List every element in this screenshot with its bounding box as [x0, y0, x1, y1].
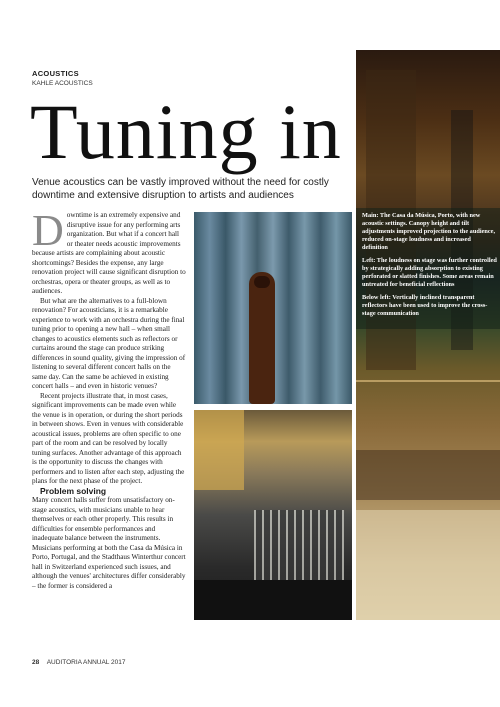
- photo-captions: [356, 208, 500, 329]
- drop-cap: D: [32, 206, 64, 255]
- headline: Tuning in: [30, 88, 342, 175]
- body-text: [32, 206, 186, 591]
- page-footer: [32, 659, 125, 666]
- paragraph-2: But what are the alternatives to a full-blown renovation? For acousticians, it is a remarkable experience to work with an orchestra during the final tuning prior to opening a new hall – when small changes to acoustics elements such as reflectors or curtains around the stage can produce striking differences in sound quality, giving the impression of listening to several different concert halls on the same day. Can the same be achieved in existing concert halls – and even in historic venues?: [32, 296, 186, 390]
- paragraph-1: owntime is an extremely expensive and disruptive issue for any performing arts organization. But what if a concert hall or theater needs acoustic improvements because artists are complaining about acoustic shortcomings? Besides the expense, any large renovation project will cause significant disruption to orchestras, opera or theater groups, as well as to audiences.: [32, 211, 186, 295]
- caption-left: Left: The loudness on stage was further controlled by strategically adding absorption to existing perforated or slatted finishes. Some areas remain untreated for beneficial reflections: [362, 257, 497, 288]
- standfirst: Venue acoustics can be vastly improved without the need for costly downtime and extensive disruption to artists and audiences: [32, 177, 329, 201]
- paragraph-3: Recent projects illustrate that, in most cases, significant improvements can be made even while the venue is in operation, or during the short periods in between shows. Even in venues with considerable acoustical issues, problems are often specific to one part of the room and can be resolved by locally tuning surfaces. Another advantage of this approach is the opportunity to discuss the changes with performers and to listen after each step, adjusting the plans for the next phase of the project.: [32, 391, 185, 485]
- byline: KAHLE ACOUSTICS: [32, 80, 93, 87]
- section-label: ACOUSTICS: [32, 69, 79, 78]
- subheading: Problem solving: [40, 485, 107, 496]
- publication-name: AUDITORIA ANNUAL 2017: [46, 659, 126, 666]
- stage-photo: [194, 410, 352, 620]
- cello-photo: [194, 212, 352, 404]
- main-photo: [356, 50, 500, 620]
- caption-below-left: Below left: Vertically inclined transparent reflectors have been used to improve the cross-stage communication: [362, 294, 488, 317]
- caption-main: Main: The Casa da Música, Porto, with new acoustic settings. Canopy height and tilt adjustments improved projection to the audience, reduced on-stage loudness and increased definition: [362, 212, 496, 251]
- page-number: 28: [32, 659, 40, 666]
- paragraph-4: Many concert halls suffer from unsatisfactory on-stage acoustics, with musicians unable to hear themselves or each other properly. This results in difficulties for ensemble performances and inadequate balance between the instruments. Musicians performing at both the Casa da Música in Porto, Portugal, and the Stadthaus Winterthur concert hall in Switzerland experienced such issues, and although the venues' architectures differ considerably – the former is considered a: [32, 496, 186, 590]
